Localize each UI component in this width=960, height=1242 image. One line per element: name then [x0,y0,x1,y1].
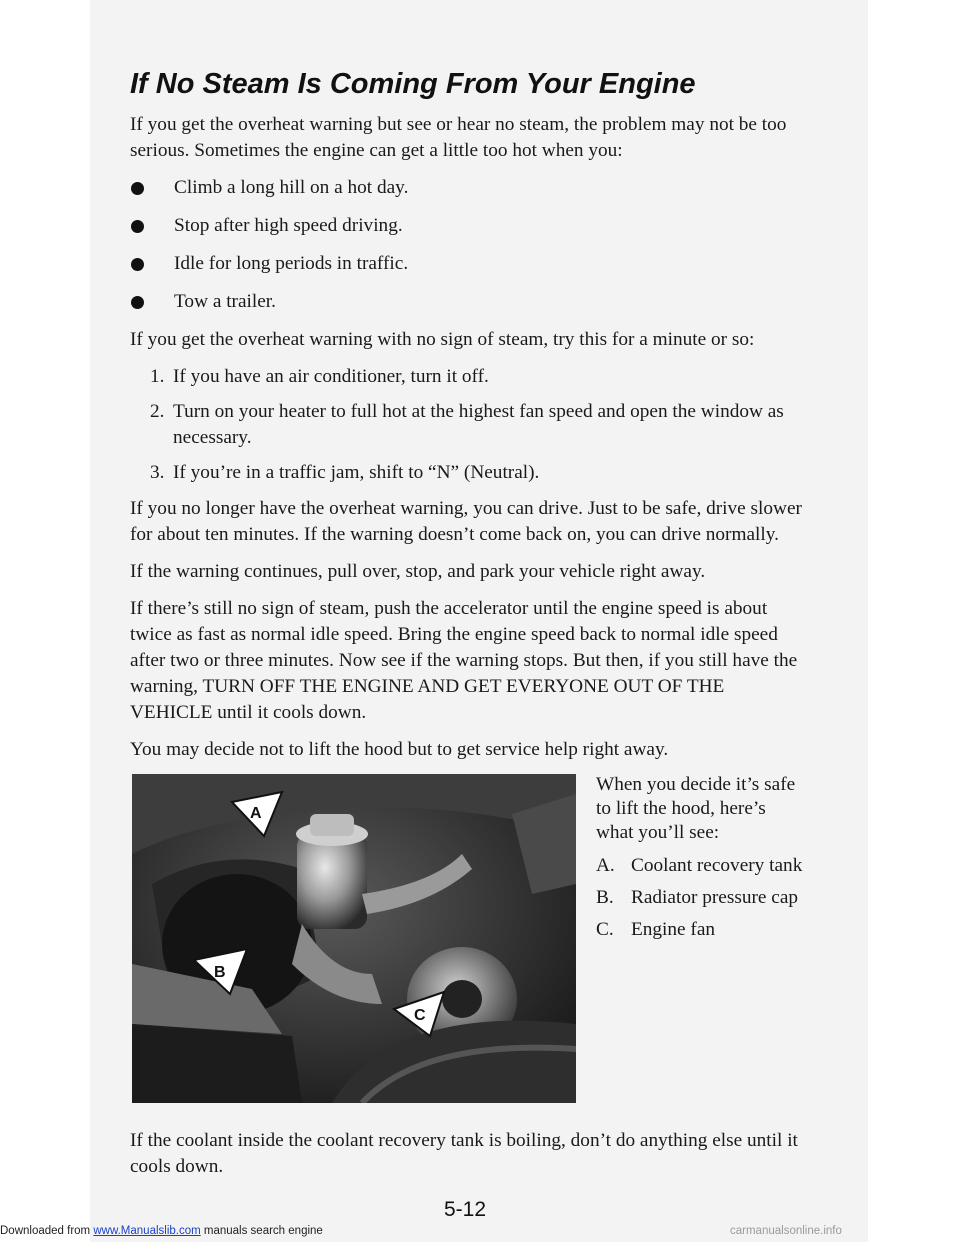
steps-intro-paragraph: If you get the overheat warning with no sign of steam, try this for a minute or so: [130,329,755,350]
legend-letter: C. [596,919,614,940]
warning-continues-paragraph: If the warning continues, pull over, stop, and park your vehicle right away. [130,561,706,582]
page-number: 5-12 [444,1198,487,1221]
legend-intro: When you decide it’s safe to lift the hood, here’s what you’ll see: [596,774,796,843]
no-warning-paragraph: If you no longer have the overheat warning, you can drive. Just to be safe, drive slower for about ten minutes. If the warning doesn’t come back on, you can drive normally. [130,498,802,545]
step-text: Turn on your heater to full hot at the highest fan speed and open the window as necessary. [173,401,784,448]
bullet-text: Stop after high speed driving. [174,215,403,236]
legend-text: Engine fan [631,919,716,940]
legend-letter: B. [596,887,614,908]
bullet-list [130,175,802,315]
bullet-text: Tow a trailer. [174,291,276,312]
bullet-icon [131,182,144,195]
watermark: carmanualsonline.info [730,1225,842,1237]
legend-text: Coolant recovery tank [631,855,803,876]
page-content [130,112,802,1191]
legend-item-b [596,886,806,910]
step-text: If you’re in a traffic jam, shift to “N” (Neutral). [173,462,540,483]
bullet-text: Climb a long hill on a hot day. [174,177,409,198]
engine-figure [130,774,802,1108]
still-no-steam-paragraph: If there’s still no sign of steam, push the accelerator until the engine speed is about twice as fast as normal idle speed. Bring the engine speed back to normal idle speed after two or three minutes. Now see if the warning stops. But then, if you still have the warning, TURN OFF THE ENGINE AND GET EVERYONE OUT OF THE VEHICLE until it cools down. [130,598,798,723]
list-item [130,175,802,201]
download-footer [0,1225,323,1237]
intro-paragraph: If you get the overheat warning but see or hear no steam, the problem may not be too serious. Sometimes the engine can get a little too hot when you: [130,114,787,161]
step-number: 1. [150,366,165,387]
legend-item-c [596,918,806,942]
list-item [130,289,802,315]
step-item [130,399,802,451]
callout-c: C [414,1007,426,1024]
step-number: 2. [150,401,165,422]
step-number: 3. [150,462,165,483]
boiling-paragraph: If the coolant inside the coolant recovery tank is boiling, don’t do anything else until it cools down. [130,1130,798,1177]
engine-photo [132,774,576,1103]
bullet-icon [131,296,144,309]
numbered-steps [130,364,802,486]
bullet-text: Idle for long periods in traffic. [174,253,409,274]
callout-a: A [250,805,262,822]
footer-prefix: Downloaded from [0,1225,94,1237]
list-item [130,213,802,239]
list-item [130,251,802,277]
section-heading: If No Steam Is Coming From Your Engine [130,68,696,100]
figure-legend [596,773,806,950]
step-item [130,460,802,486]
bullet-icon [131,258,144,271]
legend-text: Radiator pressure cap [631,887,799,908]
manualslib-link[interactable]: www.Manualslib.com [93,1225,201,1237]
engine-compartment-illustration [132,774,576,1103]
lift-hood-paragraph: You may decide not to lift the hood but to get service help right away. [130,739,669,760]
bullet-icon [131,220,144,233]
legend-letter: A. [596,855,615,876]
legend-item-a [596,854,806,878]
legend-list [596,854,806,942]
step-item [130,364,802,390]
callout-b: B [214,964,226,981]
footer-suffix: manuals search engine [200,1225,323,1237]
step-text: If you have an air conditioner, turn it off. [173,366,489,387]
